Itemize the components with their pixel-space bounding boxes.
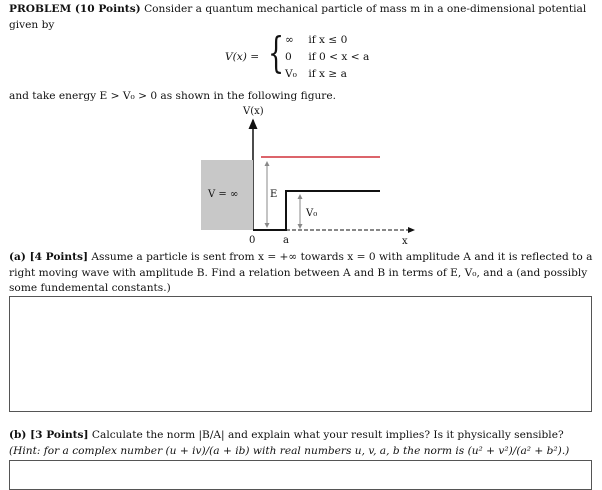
part-a-question xyxy=(9,250,594,297)
part-a-text: Assume a particle is sent from x = +∞ towards x = 0 with amplitude A and it is reflected to a right moving wave with amplitude B. Find a relation between A and B in terms of E, V₀, and a (and possibly some fundemental constants.) xyxy=(9,251,593,294)
part-b-label: (b) [3 Points] xyxy=(9,429,89,441)
potential-equation xyxy=(225,28,445,86)
part-b-answer-box[interactable] xyxy=(9,460,592,490)
potential-case-2 xyxy=(285,51,369,63)
wall-label: V = ∞ xyxy=(208,189,239,200)
case-condition: if 0 < x < a xyxy=(308,51,370,63)
energy-label: E xyxy=(270,189,278,200)
case-value: V₀ xyxy=(285,68,297,80)
problem-intro-text: Consider a quantum mechanical particle of mass m in a one-dimensional potential given by xyxy=(9,3,587,31)
tick-a-label: a xyxy=(283,235,289,246)
x-axis-label: x xyxy=(402,236,408,247)
part-b-question xyxy=(9,428,594,459)
part-a-label: (a) [4 Points] xyxy=(9,251,88,263)
y-axis-label: V(x) xyxy=(243,106,264,117)
part-a-answer-box[interactable] xyxy=(9,296,592,412)
case-value: 0 xyxy=(285,51,292,63)
case-condition: if x ≤ 0 xyxy=(308,34,348,46)
potential-case-3 xyxy=(285,68,347,80)
problem-intro xyxy=(9,2,594,33)
tick-zero-label: 0 xyxy=(249,235,256,246)
part-b-text: Calculate the norm |B/A| and explain what your result implies? Is it physically sensible? xyxy=(91,429,564,441)
part-b-hint: (Hint: for a complex number (u + iv)/(a + ib) with real numbers u, v, a, b the norm is (u² + v²)/(a² + b²).) xyxy=(9,444,570,457)
energy-statement: and take energy E > V₀ > 0 as shown in the following figure. xyxy=(9,90,336,102)
case-value: ∞ xyxy=(285,34,294,46)
left-brace: { xyxy=(268,28,285,77)
potential-case-1 xyxy=(285,34,347,46)
problem-label: PROBLEM (10 Points) xyxy=(9,3,141,15)
potential-lhs: V(x) = xyxy=(225,51,260,63)
step-label: V₀ xyxy=(306,208,318,219)
potential-figure xyxy=(190,104,422,250)
case-condition: if x ≥ a xyxy=(308,68,347,80)
